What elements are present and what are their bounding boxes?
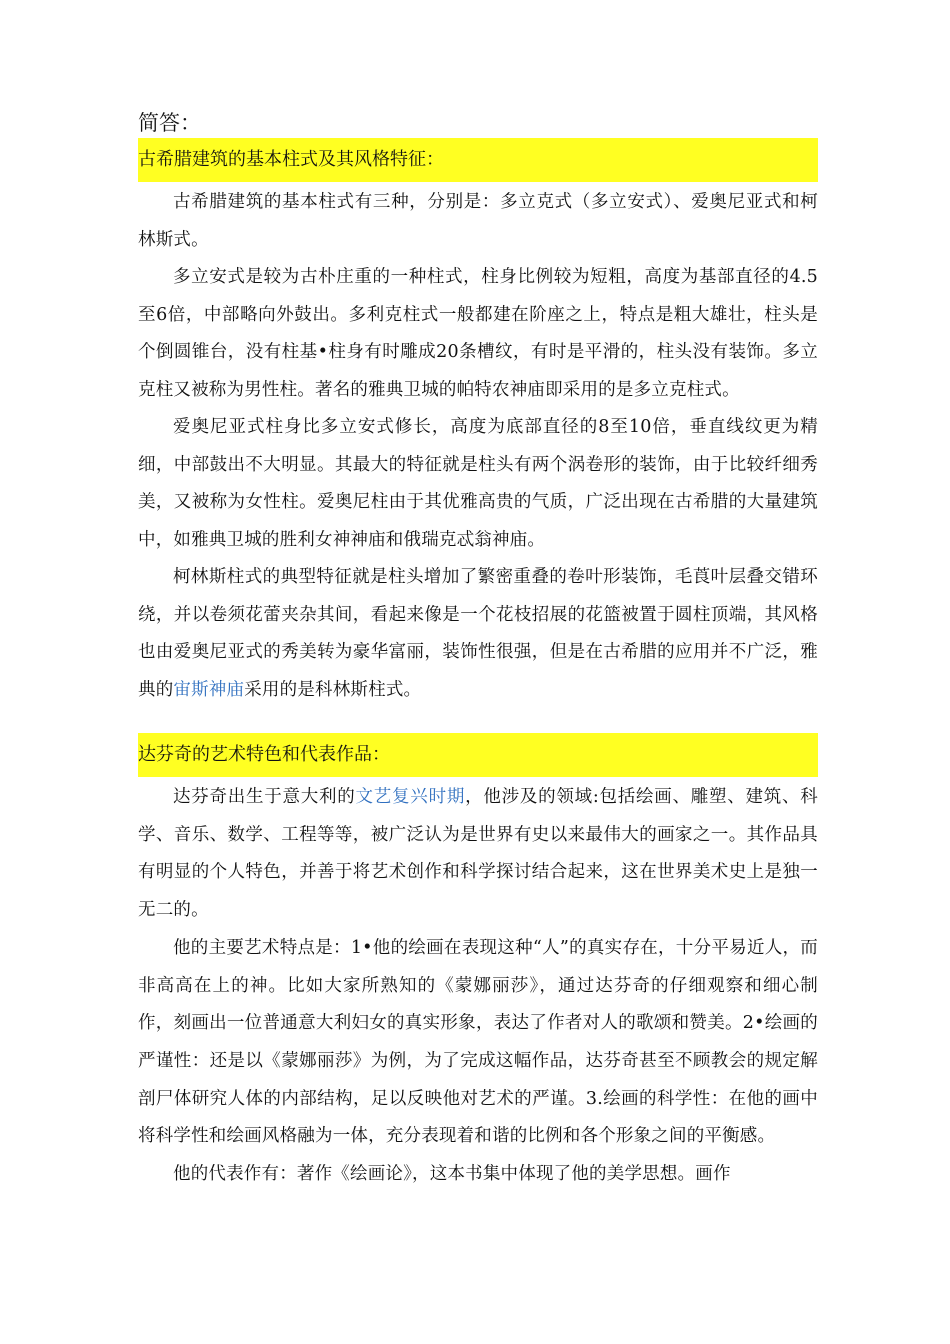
paragraph-da-vinci-features: 他的主要艺术特点是：1•他的绘画在表现这种“人”的真实存在，十分平易近人，而非高高在上的神。比如大家所熟知的《蒙娜丽莎》，通过达芬奇的仔细观察和细心制作，刻画出一位普通意大利妇女的真实形象，表达了作者对人的歌颂和赞美。2•绘画的严谨性：还是以《蒙娜丽莎》为例，为了完成这幅作品，达芬奇甚至不顾教会的规定解剖尸体研究人体的内部结构，足以反映他对艺术的严谨。3.绘画的科学性：在他的画中将科学性和绘画风格融为一体，充分表现着和谐的比例和各个形象之间的平衡感。 xyxy=(138,937,818,1147)
paragraph-text: 柯林斯柱式的典型特征就是柱头增加了繁密重叠的卷叶形装饰，毛莨叶层叠交错环绕，并以卷须花蕾夹杂其间，看起来像是一个花枝招展的花篮被置于圆柱顶端，其风格也由爱奥尼亚式的秀美转为豪华富丽，装饰性很强，但是在古希腊的应用并不广泛，雅典的 xyxy=(138,567,818,700)
paragraph-da-vinci-intro xyxy=(138,779,818,930)
doc-heading: 简答： xyxy=(138,111,201,135)
document-page xyxy=(138,108,818,1194)
paragraph-ionic: 爱奥尼亚式柱身比多立安式修长，高度为底部直径的8至10倍，垂直线纹更为精细，中部鼓出不大明显。其最大的特征就是柱头有两个涡卷形的装饰，由于比较纤细秀美，又被称为女性柱。爱奥尼柱由于其优雅高贵的气质，广泛出现在古希腊的大量建筑中，如雅典卫城的胜利女神神庙和俄瑞克忒翁神庙。 xyxy=(138,417,818,550)
paragraph-corinthian xyxy=(138,559,818,709)
paragraph-text: ，他涉及的领域:包括绘画、雕塑、建筑、科学、音乐、数学、工程等等，被广泛认为是世界有史以来最伟大的画家之一。其作品具有明显的个人特色，并善于将艺术创作和科学探讨结合起来，这在世界美术史上是独一无二的。 xyxy=(138,787,818,921)
paragraph-columns-intro: 古希腊建筑的基本柱式有三种，分别是：多立克式（多立安式）、爱奥尼亚式和柯林斯式。 xyxy=(138,192,818,250)
link-renaissance[interactable]: 文艺复兴时期 xyxy=(355,787,466,807)
paragraph-text: 达芬奇出生于意大利的 xyxy=(173,787,356,807)
section-title-da-vinci: 达芬奇的艺术特色和代表作品： xyxy=(138,733,818,777)
section-title-greek-columns: 古希腊建筑的基本柱式及其风格特征： xyxy=(138,138,818,182)
paragraph-text: 采用的是科林斯柱式。 xyxy=(244,679,422,700)
paragraph-doric: 多立安式是较为古朴庄重的一种柱式，柱身比例较为短粗，高度为基部直径的4.5至6倍，中部略向外鼓出。多利克柱式一般都建在阶座之上，特点是粗大雄壮，柱头是个倒圆锥台，没有柱基•柱身有时雕成20条槽纹，有时是平滑的，柱头没有装饰。多立克柱又被称为男性柱。著名的雅典卫城的帕特农神庙即采用的是多立克柱式。 xyxy=(138,267,818,400)
link-temple-of-zeus[interactable]: 宙斯神庙 xyxy=(173,679,245,700)
paragraph-da-vinci-works: 他的代表作有：著作《绘画论》，这本书集中体现了他的美学思想。画作 xyxy=(173,1164,731,1185)
